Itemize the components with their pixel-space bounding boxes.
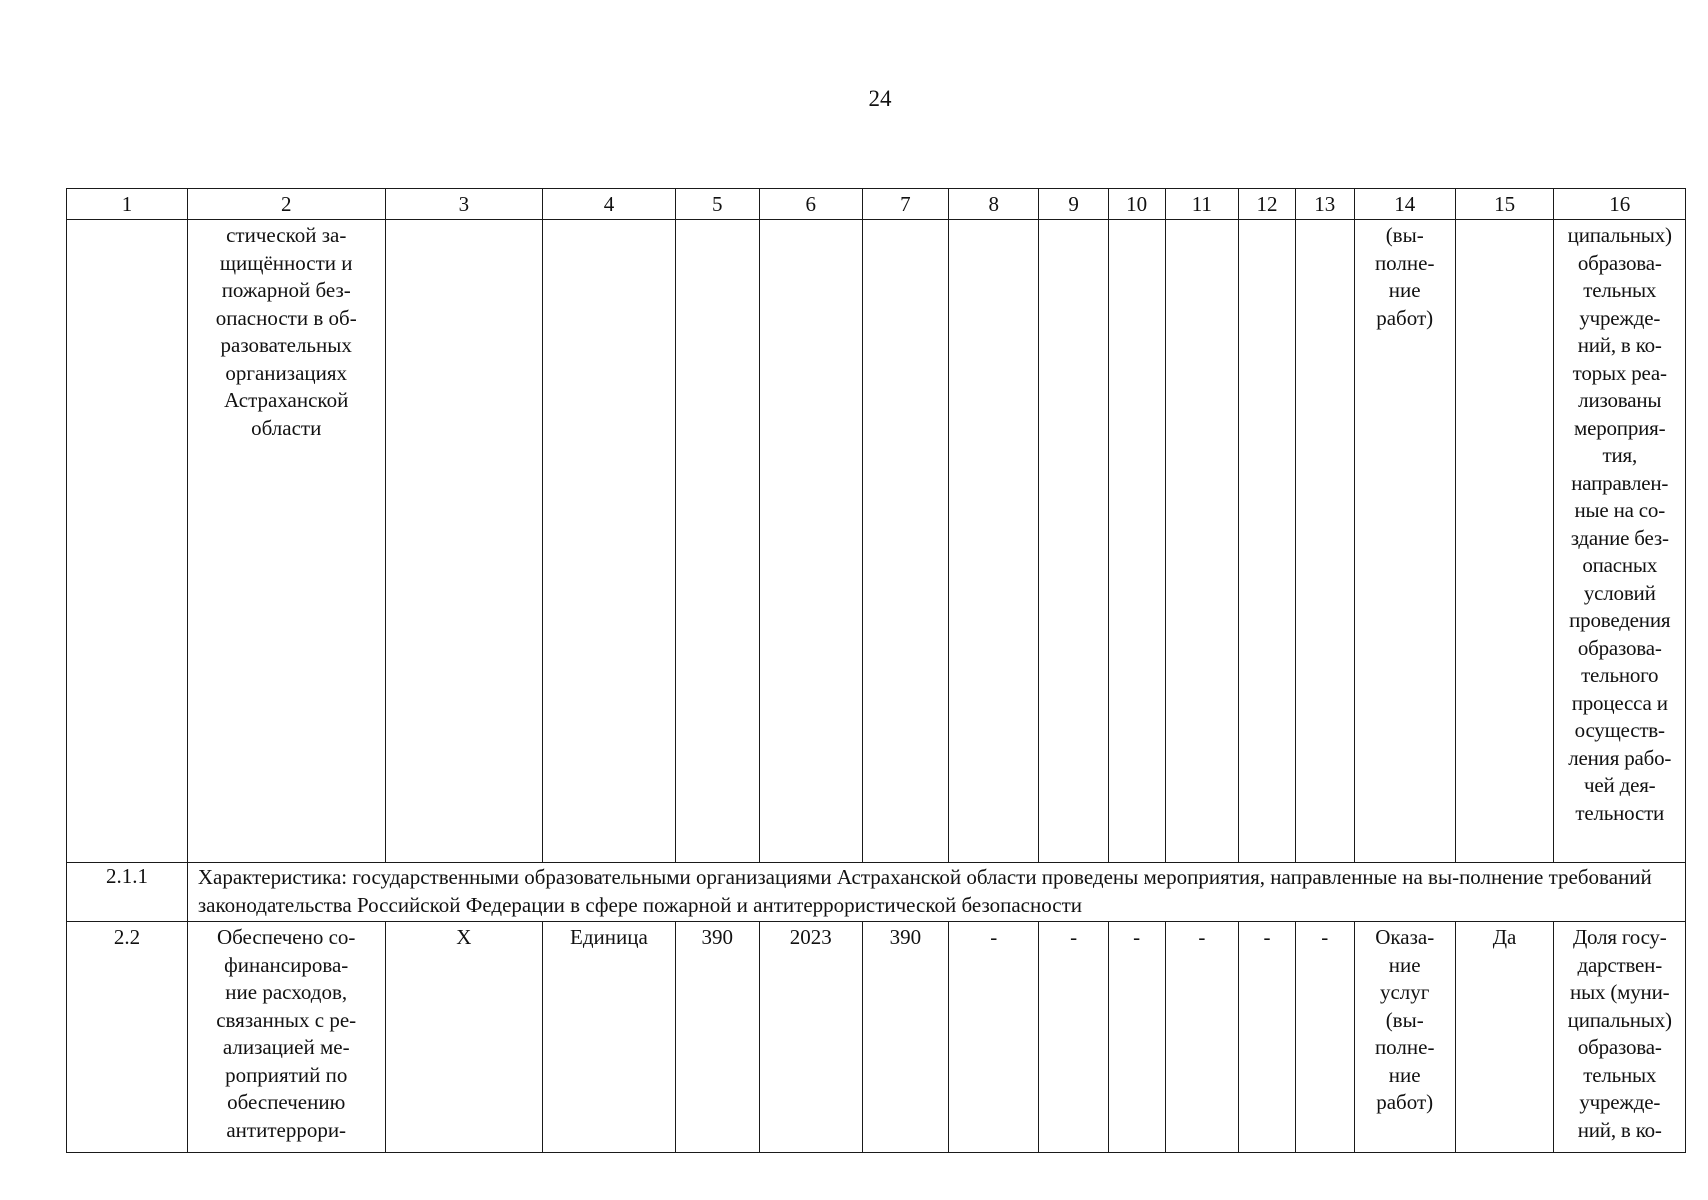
indicator-name-cell: стической за- щищённости и пожарной без- опасности в об- разовательных организациях Астраханской области (187, 220, 385, 863)
table-cell (1165, 220, 1239, 863)
table-cell (948, 220, 1038, 863)
table-cell (543, 220, 675, 863)
table-cell: Да (1455, 922, 1554, 1153)
column-number: 14 (1354, 189, 1455, 220)
table-cell: - (1165, 922, 1239, 1153)
column-number: 3 (385, 189, 543, 220)
result-type-cell: (вы- полне- ние работ) (1354, 220, 1455, 863)
table-cell: X (385, 922, 543, 1153)
table-cell (67, 220, 188, 863)
column-number: 13 (1295, 189, 1354, 220)
table-cell: 390 (675, 922, 759, 1153)
table-cell (385, 220, 543, 863)
row-number-cell: 2.2 (67, 922, 188, 1153)
page-number: 24 (868, 86, 892, 111)
column-number: 6 (759, 189, 862, 220)
column-number: 12 (1239, 189, 1296, 220)
table-cell (1295, 220, 1354, 863)
relation-cell: ципальных) образова- тельных учрежде- ний, в ко- торых реа- лизованы мероприя- тия, направлен- ные на со- здание без- опасных условий проведения образова- тельного процесса и осуществ- ления рабо- чей дея- тельности (1554, 220, 1686, 863)
table-cell: - (1295, 922, 1354, 1153)
table-cell (1455, 220, 1554, 863)
table-cell (675, 220, 759, 863)
column-number: 9 (1039, 189, 1108, 220)
row-number-cell: 2.1.1 (67, 863, 188, 922)
table-cell (759, 220, 862, 863)
column-number-row (67, 189, 1686, 220)
indicators-table (66, 188, 1686, 1153)
result-type-cell: Оказа- ние услуг (вы- полне- ние работ) (1354, 922, 1455, 1153)
column-number: 4 (543, 189, 675, 220)
table-cell (862, 220, 948, 863)
unit-cell: Единица (543, 922, 675, 1153)
indicator-name-cell: Обеспечено со- финансирова- ние расходов, связанных с ре- ализацией ме- роприятий по обеспечению антитеррори- (187, 922, 385, 1153)
table-row (67, 863, 1686, 922)
column-number: 10 (1108, 189, 1165, 220)
column-number: 2 (187, 189, 385, 220)
table-cell (1039, 220, 1108, 863)
table-cell: - (948, 922, 1038, 1153)
column-number: 8 (948, 189, 1038, 220)
table-row (67, 220, 1686, 863)
column-number: 16 (1554, 189, 1686, 220)
column-number: 15 (1455, 189, 1554, 220)
table-cell: - (1108, 922, 1165, 1153)
table-cell: 390 (862, 922, 948, 1153)
table-cell (1239, 220, 1296, 863)
relation-cell: Доля госу- дарствен- ных (муни- ципальных) образова- тельных учрежде- ний, в ко- (1554, 922, 1686, 1153)
table-row (67, 922, 1686, 1153)
characteristic-cell: Характеристика: государственными образовательными организациями Астраханской области проведены мероприятия, направленные на вы-полнение требований законодательства Российской Федерации в сфере пожарной и антитеррористической безопасности (187, 863, 1685, 922)
column-number: 7 (862, 189, 948, 220)
table-cell (1108, 220, 1165, 863)
column-number: 1 (67, 189, 188, 220)
table-cell: - (1239, 922, 1296, 1153)
column-number: 11 (1165, 189, 1239, 220)
year-cell: 2023 (759, 922, 862, 1153)
table-cell: - (1039, 922, 1108, 1153)
column-number: 5 (675, 189, 759, 220)
